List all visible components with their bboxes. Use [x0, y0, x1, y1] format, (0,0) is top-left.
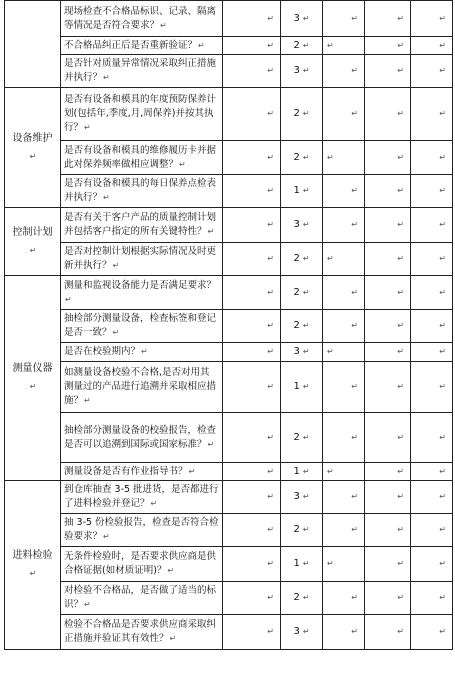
return-mark-icon: ↵: [112, 261, 120, 270]
return-mark-icon: ↵: [351, 382, 358, 391]
table-row: [5, 243, 453, 276]
category-cell: [5, 481, 61, 650]
blank-cell[interactable]: [365, 481, 411, 514]
blank-cell[interactable]: [323, 208, 365, 243]
blank-cell[interactable]: [223, 276, 281, 310]
blank-cell[interactable]: [223, 243, 281, 276]
return-mark-icon: ↵: [351, 525, 358, 534]
return-mark-icon: ↵: [169, 634, 177, 643]
return-mark-icon: ↵: [302, 492, 310, 501]
score-value: 2: [293, 108, 300, 119]
blank-cell[interactable]: [411, 1, 453, 37]
blank-cell[interactable]: [365, 343, 411, 362]
return-mark-icon: ↵: [267, 559, 274, 568]
return-mark-icon: ↵: [397, 525, 404, 534]
return-mark-icon: ↵: [103, 193, 110, 202]
return-mark-icon: ↵: [179, 159, 186, 169]
question-text: 测量和监视设备能力是否满足要求？: [64, 279, 217, 291]
return-mark-icon: ↵: [302, 66, 310, 75]
category-label: 测量仪器: [12, 363, 53, 374]
return-mark-icon: ↵: [302, 627, 310, 636]
question-text: 到仓库抽查 3-5 批进货，是否都进行了进料检验并登记？: [64, 484, 219, 509]
table-row: [5, 37, 453, 55]
return-mark-icon: ↵: [267, 432, 274, 442]
score-value: 3: [293, 491, 300, 502]
blank-cell[interactable]: [223, 343, 281, 362]
return-mark-icon: ↵: [302, 40, 310, 50]
blank-cell[interactable]: [365, 37, 411, 55]
score-cell: [281, 208, 323, 243]
table-row: [5, 276, 453, 310]
return-mark-icon: ↵: [439, 559, 446, 568]
return-mark-icon: ↵: [397, 287, 404, 297]
score-value: 3: [293, 626, 300, 637]
return-mark-icon: ↵: [351, 66, 358, 75]
question-text: 是否有设备和模具的年度预防保养计划(包括年,季度,月,周保养)并按其执行？: [64, 94, 217, 133]
return-mark-icon: ↵: [327, 466, 334, 476]
question-cell: [61, 547, 223, 582]
blank-cell[interactable]: [411, 276, 453, 310]
return-mark-icon: ↵: [302, 186, 310, 195]
blank-cell[interactable]: [365, 1, 411, 37]
blank-cell[interactable]: [223, 413, 281, 463]
return-mark-icon: ↵: [439, 40, 446, 50]
table-row: [5, 582, 453, 615]
score-cell: [281, 310, 323, 343]
table-row: [5, 1, 453, 37]
return-mark-icon: ↵: [397, 382, 404, 391]
score-value: 3: [293, 65, 300, 76]
blank-cell[interactable]: [411, 582, 453, 615]
return-mark-icon: ↵: [302, 432, 310, 442]
return-mark-icon: ↵: [29, 245, 37, 255]
score-cell: [281, 413, 323, 463]
return-mark-icon: ↵: [397, 109, 404, 118]
return-mark-icon: ↵: [439, 321, 446, 330]
score-cell: [281, 547, 323, 582]
blank-cell[interactable]: [411, 88, 453, 141]
score-value: 2: [293, 286, 300, 298]
return-mark-icon: ↵: [439, 66, 446, 75]
blank-cell[interactable]: [365, 276, 411, 310]
blank-cell[interactable]: [223, 481, 281, 514]
blank-cell[interactable]: [411, 343, 453, 362]
return-mark-icon: ↵: [397, 254, 404, 263]
blank-cell[interactable]: [223, 547, 281, 582]
score-value: 2: [293, 151, 300, 163]
return-mark-icon: ↵: [351, 13, 358, 23]
return-mark-icon: ↵: [267, 254, 274, 263]
question-cell: [61, 310, 223, 343]
blank-cell[interactable]: [323, 463, 365, 481]
return-mark-icon: ↵: [439, 492, 446, 501]
blank-cell[interactable]: [365, 141, 411, 175]
return-mark-icon: ↵: [397, 347, 404, 356]
return-mark-icon: ↵: [267, 40, 274, 50]
score-cell: [281, 276, 323, 310]
blank-cell[interactable]: [323, 362, 365, 413]
return-mark-icon: ↵: [103, 532, 110, 541]
blank-cell[interactable]: [223, 88, 281, 141]
blank-cell[interactable]: [223, 37, 281, 55]
return-mark-icon: ↵: [112, 328, 120, 337]
return-mark-icon: ↵: [439, 220, 446, 229]
return-mark-icon: ↵: [84, 396, 91, 405]
score-value: 1: [293, 185, 300, 196]
question-cell: [61, 88, 223, 141]
score-value: 2: [293, 524, 300, 535]
return-mark-icon: ↵: [327, 40, 334, 50]
blank-cell[interactable]: [323, 141, 365, 175]
blank-cell[interactable]: [365, 243, 411, 276]
table-row: [5, 547, 453, 582]
score-value: 3: [293, 346, 300, 357]
table-row: [5, 481, 453, 514]
blank-cell[interactable]: [365, 413, 411, 463]
return-mark-icon: ↵: [267, 13, 274, 23]
blank-cell[interactable]: [365, 547, 411, 582]
return-mark-icon: ↵: [397, 559, 404, 568]
question-cell: [61, 413, 223, 463]
question-text: 是否针对质量异常情况采取纠正措施并执行？: [64, 58, 217, 83]
question-text: 对检验不合格品，是否做了适当的标识？: [64, 585, 217, 610]
return-mark-icon: ↵: [439, 152, 446, 162]
return-mark-icon: ↵: [302, 287, 310, 297]
return-mark-icon: ↵: [84, 123, 91, 132]
return-mark-icon: ↵: [150, 499, 158, 508]
score-value: 2: [293, 253, 300, 264]
return-mark-icon: ↵: [439, 186, 446, 195]
score-value: 2: [293, 431, 300, 443]
return-mark-icon: ↵: [397, 466, 404, 476]
table-row: [5, 55, 453, 88]
score-value: 3: [293, 12, 300, 24]
return-mark-icon: ↵: [439, 382, 446, 391]
return-mark-icon: ↵: [29, 151, 37, 161]
return-mark-icon: ↵: [439, 525, 446, 534]
blank-cell[interactable]: [411, 547, 453, 582]
return-mark-icon: ↵: [397, 627, 404, 636]
question-text: 是否有关于客户产品的质量控制计划并包括客户指定的所有关键特性？: [64, 212, 217, 237]
question-cell: [61, 208, 223, 243]
question-cell: [61, 582, 223, 615]
return-mark-icon: ↵: [397, 66, 404, 75]
return-mark-icon: ↵: [351, 109, 358, 118]
blank-cell[interactable]: [365, 362, 411, 413]
question-text: 不合格品纠正后是否重新验证？: [64, 39, 198, 51]
blank-cell[interactable]: [411, 310, 453, 343]
score-value: 2: [293, 592, 300, 603]
blank-cell[interactable]: [411, 514, 453, 547]
blank-cell[interactable]: [411, 481, 453, 514]
return-mark-icon: ↵: [29, 569, 37, 578]
score-cell: [281, 37, 323, 55]
table-row: [5, 514, 453, 547]
return-mark-icon: ↵: [302, 466, 310, 476]
score-value: 2: [293, 39, 300, 51]
question-cell: [61, 276, 223, 310]
return-mark-icon: ↵: [267, 152, 274, 162]
return-mark-icon: ↵: [103, 73, 110, 82]
return-mark-icon: ↵: [397, 321, 404, 330]
return-mark-icon: ↵: [439, 109, 446, 118]
return-mark-icon: ↵: [267, 287, 274, 297]
blank-cell[interactable]: [323, 37, 365, 55]
table-row: [5, 343, 453, 362]
return-mark-icon: ↵: [439, 593, 446, 602]
table-row: [5, 175, 453, 208]
question-cell: [61, 243, 223, 276]
question-cell: [61, 37, 223, 55]
blank-cell[interactable]: [223, 55, 281, 88]
return-mark-icon: ↵: [302, 109, 310, 118]
score-cell: [281, 615, 323, 650]
return-mark-icon: ↵: [302, 347, 310, 356]
score-cell: [281, 343, 323, 362]
return-mark-icon: ↵: [439, 432, 446, 442]
return-mark-icon: ↵: [439, 13, 446, 23]
return-mark-icon: ↵: [302, 220, 310, 229]
blank-cell[interactable]: [411, 615, 453, 650]
return-mark-icon: ↵: [439, 287, 446, 297]
return-mark-icon: ↵: [397, 186, 404, 195]
return-mark-icon: ↵: [439, 254, 446, 263]
blank-cell[interactable]: [365, 175, 411, 208]
question-text: 现场检查不合格品标识、记录、隔离等情况是否符合要求？: [64, 5, 217, 31]
question-text: 是否有设备和模具的每日保养点检表并执行？: [64, 178, 217, 203]
return-mark-icon: ↵: [302, 559, 310, 568]
blank-cell[interactable]: [323, 88, 365, 141]
return-mark-icon: ↵: [327, 347, 334, 356]
blank-cell[interactable]: [365, 463, 411, 481]
question-text: 无条件检验时，是否要求供应商是供合格证据(如材质证明)？: [64, 551, 217, 576]
blank-cell[interactable]: [223, 141, 281, 175]
return-mark-icon: ↵: [267, 593, 274, 602]
return-mark-icon: ↵: [141, 347, 148, 356]
return-mark-icon: ↵: [439, 347, 446, 356]
return-mark-icon: ↵: [439, 627, 446, 636]
blank-cell[interactable]: [323, 243, 365, 276]
score-cell: [281, 463, 323, 481]
question-cell: [61, 175, 223, 208]
question-text: 检验不合格品是否要求供应商采取纠正措施并验证其有效性？: [64, 619, 217, 644]
blank-cell[interactable]: [365, 208, 411, 243]
blank-cell[interactable]: [223, 208, 281, 243]
return-mark-icon: ↵: [302, 321, 310, 330]
blank-cell[interactable]: [365, 514, 411, 547]
return-mark-icon: ↵: [302, 13, 310, 23]
table-row: [5, 141, 453, 175]
blank-cell[interactable]: [365, 615, 411, 650]
category-label: 控制计划: [12, 226, 53, 238]
return-mark-icon: ↵: [267, 627, 274, 636]
return-mark-icon: ↵: [397, 40, 404, 50]
blank-cell[interactable]: [411, 175, 453, 208]
table-row: [5, 208, 453, 243]
return-mark-icon: ↵: [267, 321, 274, 330]
blank-cell[interactable]: [323, 481, 365, 514]
question-cell: [61, 141, 223, 175]
return-mark-icon: ↵: [327, 559, 334, 568]
score-value: 1: [293, 558, 300, 569]
return-mark-icon: ↵: [84, 600, 91, 609]
return-mark-icon: ↵: [267, 525, 274, 534]
return-mark-icon: ↵: [267, 186, 274, 195]
question-text: 是否对控制计划根据实际情况及时更新并执行？: [64, 246, 217, 271]
question-cell: [61, 1, 223, 37]
return-mark-icon: ↵: [207, 227, 215, 236]
table-row: [5, 463, 453, 481]
question-cell: [61, 463, 223, 481]
return-mark-icon: ↵: [302, 593, 310, 602]
blank-cell[interactable]: [223, 615, 281, 650]
question-cell: [61, 481, 223, 514]
return-mark-icon: ↵: [29, 382, 37, 391]
return-mark-icon: ↵: [207, 439, 215, 449]
return-mark-icon: ↵: [351, 627, 358, 636]
table-row: [5, 88, 453, 141]
return-mark-icon: ↵: [397, 432, 404, 442]
category-cell: [5, 88, 61, 208]
blank-cell[interactable]: [323, 615, 365, 650]
return-mark-icon: ↵: [198, 40, 205, 50]
table-row: [5, 310, 453, 343]
return-mark-icon: ↵: [351, 186, 358, 195]
question-cell: [61, 55, 223, 88]
score-value: 2: [293, 320, 300, 331]
question-text: 如测量设备校验不合格,是否对用其测量过的产品进行追溯并采取相应措施？: [64, 367, 217, 406]
blank-cell[interactable]: [365, 55, 411, 88]
score-cell: [281, 582, 323, 615]
return-mark-icon: ↵: [351, 287, 358, 297]
return-mark-icon: ↵: [267, 492, 274, 501]
blank-cell[interactable]: [323, 547, 365, 582]
score-cell: [281, 362, 323, 413]
score-cell: [281, 88, 323, 141]
question-cell: [61, 514, 223, 547]
blank-cell[interactable]: [323, 276, 365, 310]
score-cell: [281, 514, 323, 547]
blank-cell[interactable]: [223, 175, 281, 208]
return-mark-icon: ↵: [397, 492, 404, 501]
score-cell: [281, 481, 323, 514]
question-text: 抽检部分测量设备，检查标签和登记是否一致？: [64, 313, 217, 338]
blank-cell[interactable]: [223, 514, 281, 547]
score-value: 1: [293, 465, 300, 477]
question-text: 是否有设备和模具的维修履历卡并据此对保养频率做相应调整？: [64, 144, 217, 170]
return-mark-icon: ↵: [267, 382, 274, 391]
blank-cell[interactable]: [323, 413, 365, 463]
return-mark-icon: ↵: [351, 321, 358, 330]
blank-cell[interactable]: [323, 310, 365, 343]
return-mark-icon: ↵: [267, 347, 274, 356]
question-text: 测量设备是否有作业指导书？: [64, 465, 188, 477]
return-mark-icon: ↵: [351, 432, 358, 442]
category-label: 设备维护: [12, 132, 53, 144]
score-cell: [281, 55, 323, 88]
score-value: 3: [293, 219, 300, 230]
question-cell: [61, 615, 223, 650]
question-text: 抽 3-5 份检验报告，检查是否符合检验要求？: [64, 517, 219, 542]
blank-cell[interactable]: [323, 55, 365, 88]
blank-cell[interactable]: [323, 175, 365, 208]
return-mark-icon: ↵: [267, 109, 274, 118]
table-row: [5, 362, 453, 413]
return-mark-icon: ↵: [267, 66, 274, 75]
category-cell-empty: [5, 1, 61, 88]
return-mark-icon: ↵: [302, 254, 310, 263]
blank-cell[interactable]: [223, 1, 281, 37]
return-mark-icon: ↵: [160, 20, 167, 30]
category-cell: [5, 276, 61, 481]
blank-cell[interactable]: [411, 362, 453, 413]
return-mark-icon: ↵: [397, 152, 404, 162]
return-mark-icon: ↵: [397, 13, 404, 23]
blank-cell[interactable]: [411, 413, 453, 463]
score-cell: [281, 243, 323, 276]
return-mark-icon: ↵: [65, 294, 72, 304]
question-text: 抽检部分测量设备的校验报告，检查是否可以追溯到国际或国家标准？: [64, 424, 217, 450]
score-cell: [281, 175, 323, 208]
return-mark-icon: ↵: [302, 382, 310, 391]
table-row: [5, 413, 453, 463]
blank-cell[interactable]: [365, 582, 411, 615]
blank-cell[interactable]: [223, 310, 281, 343]
blank-cell[interactable]: [411, 243, 453, 276]
return-mark-icon: ↵: [351, 220, 358, 229]
category-label: 进料检验: [12, 550, 53, 561]
blank-cell[interactable]: [323, 582, 365, 615]
return-mark-icon: ↵: [188, 466, 196, 476]
blank-cell[interactable]: [365, 88, 411, 141]
blank-cell[interactable]: [411, 55, 453, 88]
blank-cell[interactable]: [411, 141, 453, 175]
question-text: 是否在校验期内？: [64, 346, 141, 357]
return-mark-icon: ↵: [302, 152, 310, 162]
return-mark-icon: ↵: [302, 525, 310, 534]
score-cell: [281, 141, 323, 175]
score-value: 1: [293, 381, 300, 392]
return-mark-icon: ↵: [267, 466, 274, 476]
return-mark-icon: ↵: [327, 254, 334, 263]
blank-cell[interactable]: [223, 362, 281, 413]
blank-cell[interactable]: [365, 310, 411, 343]
blank-cell[interactable]: [411, 208, 453, 243]
blank-cell[interactable]: [323, 514, 365, 547]
return-mark-icon: ↵: [351, 593, 358, 602]
question-cell: [61, 362, 223, 413]
return-mark-icon: ↵: [351, 492, 358, 501]
question-cell: [61, 343, 223, 362]
blank-cell[interactable]: [223, 463, 281, 481]
table-row: [5, 615, 453, 650]
blank-cell[interactable]: [223, 582, 281, 615]
blank-cell[interactable]: [411, 37, 453, 55]
return-mark-icon: ↵: [327, 152, 334, 162]
blank-cell[interactable]: [323, 1, 365, 37]
score-cell: [281, 1, 323, 37]
return-mark-icon: ↵: [397, 593, 404, 602]
audit-checklist-table: [4, 0, 453, 650]
blank-cell[interactable]: [323, 343, 365, 362]
return-mark-icon: ↵: [397, 220, 404, 229]
return-mark-icon: ↵: [267, 220, 274, 229]
category-cell: [5, 208, 61, 276]
blank-cell[interactable]: [411, 463, 453, 481]
return-mark-icon: ↵: [439, 466, 446, 476]
return-mark-icon: ↵: [167, 566, 175, 575]
